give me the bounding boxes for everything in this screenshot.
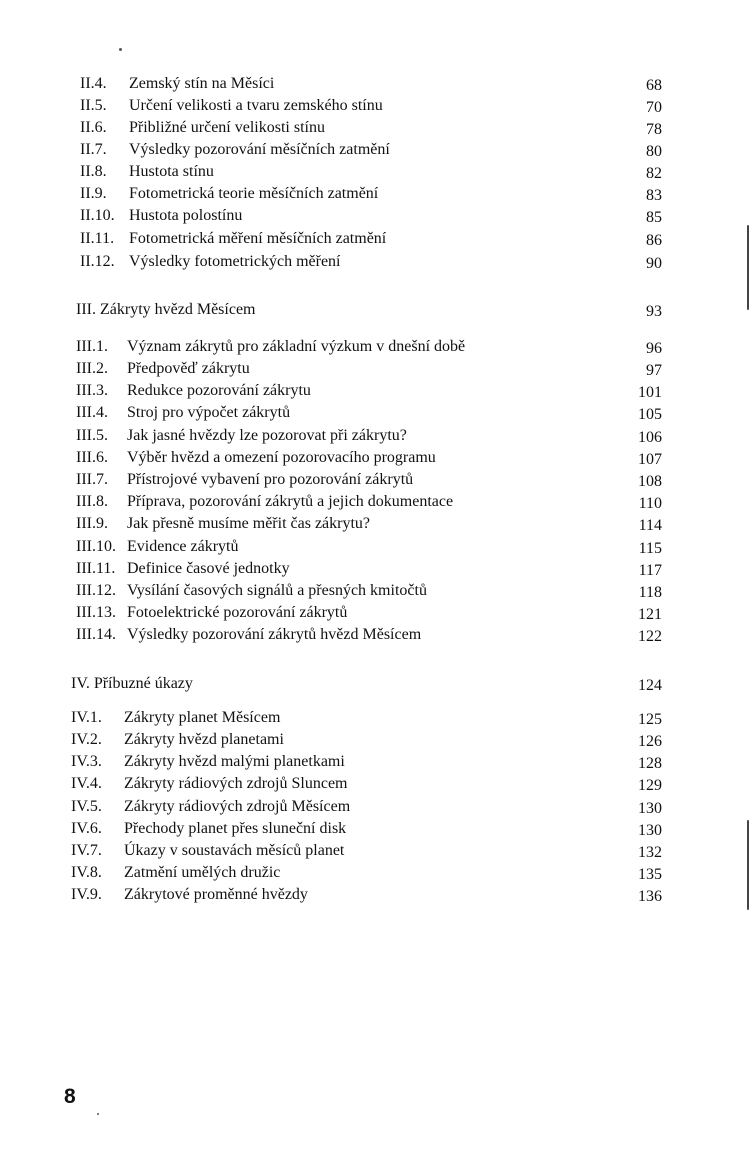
- entry-title: Předpověď zákrytu: [127, 360, 250, 377]
- entry-number: III.5.: [76, 427, 108, 444]
- toc-entry: [0, 536, 753, 558]
- entry-page: 136: [638, 888, 662, 905]
- entry-title: Hustota polostínu: [129, 207, 243, 224]
- entry-title: Hustota stínu: [129, 163, 214, 180]
- entry-page: 96: [646, 340, 662, 357]
- entry-number: II.10.: [80, 207, 115, 224]
- toc-entry: [0, 358, 753, 380]
- entry-title: Zákrytové proměnné hvězdy: [124, 886, 308, 903]
- entry-number: IV.4.: [71, 775, 102, 792]
- entry-page: 107: [638, 451, 662, 468]
- entry-page: 125: [638, 711, 662, 728]
- entry-title: Fotometrická měření měsíčních zatmění: [129, 230, 387, 247]
- entry-page: 97: [646, 362, 662, 379]
- toc-entry: [0, 95, 753, 117]
- entry-number: II.8.: [80, 163, 107, 180]
- entry-title: Zatmění umělých družic: [124, 864, 281, 881]
- entry-title: Určení velikosti a tvaru zemského stínu: [129, 97, 383, 114]
- toc-entry: [0, 228, 753, 250]
- entry-page: 82: [646, 165, 662, 182]
- entry-title: Přístrojové vybavení pro pozorování zákrytů: [127, 471, 414, 488]
- toc-entry: [0, 707, 753, 729]
- entry-page: 114: [638, 517, 662, 534]
- entry-number: III.12.: [76, 582, 116, 599]
- entry-number: II.11.: [80, 230, 115, 247]
- toc-entry: [0, 139, 753, 161]
- entry-number: III.13.: [76, 604, 116, 621]
- entry-title: Zákryty rádiových zdrojů Měsícem: [124, 798, 351, 815]
- entry-number: IV.6.: [71, 820, 102, 837]
- entry-title: Zákryty planet Měsícem: [124, 709, 281, 726]
- entry-title: Zemský stín na Měsíci: [129, 75, 275, 92]
- toc-entry: [0, 751, 753, 773]
- toc-entry: [0, 161, 753, 183]
- entry-number: III.2.: [76, 360, 108, 377]
- toc-entry: [0, 380, 753, 402]
- entry-title: Úkazy v soustavách měsíců planet: [124, 842, 345, 859]
- entry-page: 90: [646, 255, 662, 272]
- toc-entry: [0, 602, 753, 624]
- page-number: 8: [64, 1085, 76, 1108]
- entry-title: Fotometrická teorie měsíčních zatmění: [129, 185, 379, 202]
- entry-title: Význam zákrytů pro základní výzkum v dnešní době: [127, 338, 466, 355]
- entry-page: 115: [638, 540, 662, 557]
- toc-entry: [0, 183, 753, 205]
- toc-entry: [0, 558, 753, 580]
- toc-entry: [0, 469, 753, 491]
- entry-page: 135: [638, 866, 662, 883]
- entry-title: Zákryty hvězd malými planetkami: [124, 753, 345, 770]
- toc-entry: [0, 205, 753, 227]
- scan-speck: [119, 48, 122, 51]
- entry-number: II.4.: [80, 75, 107, 92]
- page-edge-mark: [747, 225, 749, 310]
- entry-number: III.4.: [76, 404, 108, 421]
- toc-entry: [0, 840, 753, 862]
- entry-number: II.9.: [80, 185, 107, 202]
- entry-page: 110: [638, 495, 662, 512]
- toc-entry: [0, 884, 753, 906]
- entry-title: Zákryty rádiových zdrojů Sluncem: [124, 775, 348, 792]
- entry-page: 86: [646, 232, 662, 249]
- chapter-title: III. Zákryty hvězd Měsícem: [76, 301, 256, 318]
- entry-title: Přechody planet přes sluneční disk: [124, 820, 347, 837]
- toc-entry: [0, 580, 753, 602]
- toc-entry: [0, 447, 753, 469]
- toc-entry: [0, 251, 753, 273]
- page-edge-mark: [747, 820, 749, 910]
- chapter-page: 124: [638, 677, 662, 694]
- entry-page: 83: [646, 187, 662, 204]
- entry-page: 126: [638, 733, 662, 750]
- entry-number: III.11.: [76, 560, 116, 577]
- entry-page: 78: [646, 121, 662, 138]
- entry-number: II.12.: [80, 253, 115, 270]
- chapter-heading: [0, 299, 753, 321]
- entry-title: Zákryty hvězd planetami: [124, 731, 284, 748]
- entry-title: Příprava, pozorování zákrytů a jejich dokumentace: [127, 493, 454, 510]
- entry-number: IV.8.: [71, 864, 102, 881]
- entry-number: III.7.: [76, 471, 108, 488]
- entry-page: 106: [638, 429, 662, 446]
- toc-entry: [0, 862, 753, 884]
- entry-page: 117: [638, 562, 662, 579]
- toc-entry: [0, 796, 753, 818]
- toc-entry: [0, 117, 753, 139]
- entry-number: IV.3.: [71, 753, 102, 770]
- entry-page: 70: [646, 99, 662, 116]
- chapter-page: 93: [646, 303, 662, 320]
- entry-page: 80: [646, 143, 662, 160]
- entry-title: Redukce pozorování zákrytu: [127, 382, 311, 399]
- toc-entry: [0, 425, 753, 447]
- entry-number: IV.2.: [71, 731, 102, 748]
- entry-page: 105: [638, 406, 662, 423]
- entry-page: 122: [638, 628, 662, 645]
- entry-title: Definice časové jednotky: [127, 560, 290, 577]
- entry-page: 130: [638, 822, 662, 839]
- entry-page: 108: [638, 473, 662, 490]
- entry-number: II.6.: [80, 119, 107, 136]
- toc-entry: [0, 818, 753, 840]
- toc-entry: [0, 729, 753, 751]
- entry-title: Stroj pro výpočet zákrytů: [127, 404, 291, 421]
- entry-title: Vysílání časových signálů a přesných kmitočtů: [127, 582, 427, 599]
- entry-number: III.10.: [76, 538, 116, 555]
- entry-page: 130: [638, 800, 662, 817]
- entry-number: III.1.: [76, 338, 108, 355]
- entry-number: III.3.: [76, 382, 108, 399]
- toc-entry: [0, 513, 753, 535]
- entry-number: II.7.: [80, 141, 107, 158]
- toc-entry: [0, 773, 753, 795]
- entry-title: Výsledky pozorování zákrytů hvězd Měsícem: [127, 626, 422, 643]
- entry-number: IV.1.: [71, 709, 102, 726]
- entry-page: 121: [638, 606, 662, 623]
- entry-title: Výsledky pozorování měsíčních zatmění: [129, 141, 390, 158]
- entry-page: 129: [638, 777, 662, 794]
- toc-entry: [0, 336, 753, 358]
- entry-number: III.14.: [76, 626, 116, 643]
- entry-number: III.8.: [76, 493, 108, 510]
- entry-title: Výsledky fotometrických měření: [129, 253, 341, 270]
- entry-title: Jak jasné hvězdy lze pozorovat při zákrytu?: [127, 427, 407, 444]
- entry-page: 101: [638, 384, 662, 401]
- entry-page: 128: [638, 755, 662, 772]
- toc-entry: [0, 491, 753, 513]
- entry-title: Výběr hvězd a omezení pozorovacího programu: [127, 449, 436, 466]
- entry-title: Evidence zákrytů: [127, 538, 239, 555]
- entry-number: IV.5.: [71, 798, 102, 815]
- entry-title: Přibližné určení velikosti stínu: [129, 119, 325, 136]
- toc-entry: [0, 624, 753, 646]
- entry-title: Fotoelektrické pozorování zákrytů: [127, 604, 348, 621]
- entry-number: III.6.: [76, 449, 108, 466]
- entry-number: IV.7.: [71, 842, 102, 859]
- entry-page: 118: [638, 584, 662, 601]
- toc-entry: [0, 402, 753, 424]
- entry-number: III.9.: [76, 515, 108, 532]
- entry-page: 132: [638, 844, 662, 861]
- entry-number: IV.9.: [71, 886, 102, 903]
- scan-speck: [97, 1113, 99, 1115]
- toc-entry: [0, 73, 753, 95]
- chapter-heading: [0, 673, 753, 695]
- chapter-title: IV. Příbuzné úkazy: [71, 675, 193, 692]
- entry-title: Jak přesně musíme měřit čas zákrytu?: [127, 515, 371, 532]
- entry-page: 85: [646, 209, 662, 226]
- entry-page: 68: [646, 77, 662, 94]
- entry-number: II.5.: [80, 97, 107, 114]
